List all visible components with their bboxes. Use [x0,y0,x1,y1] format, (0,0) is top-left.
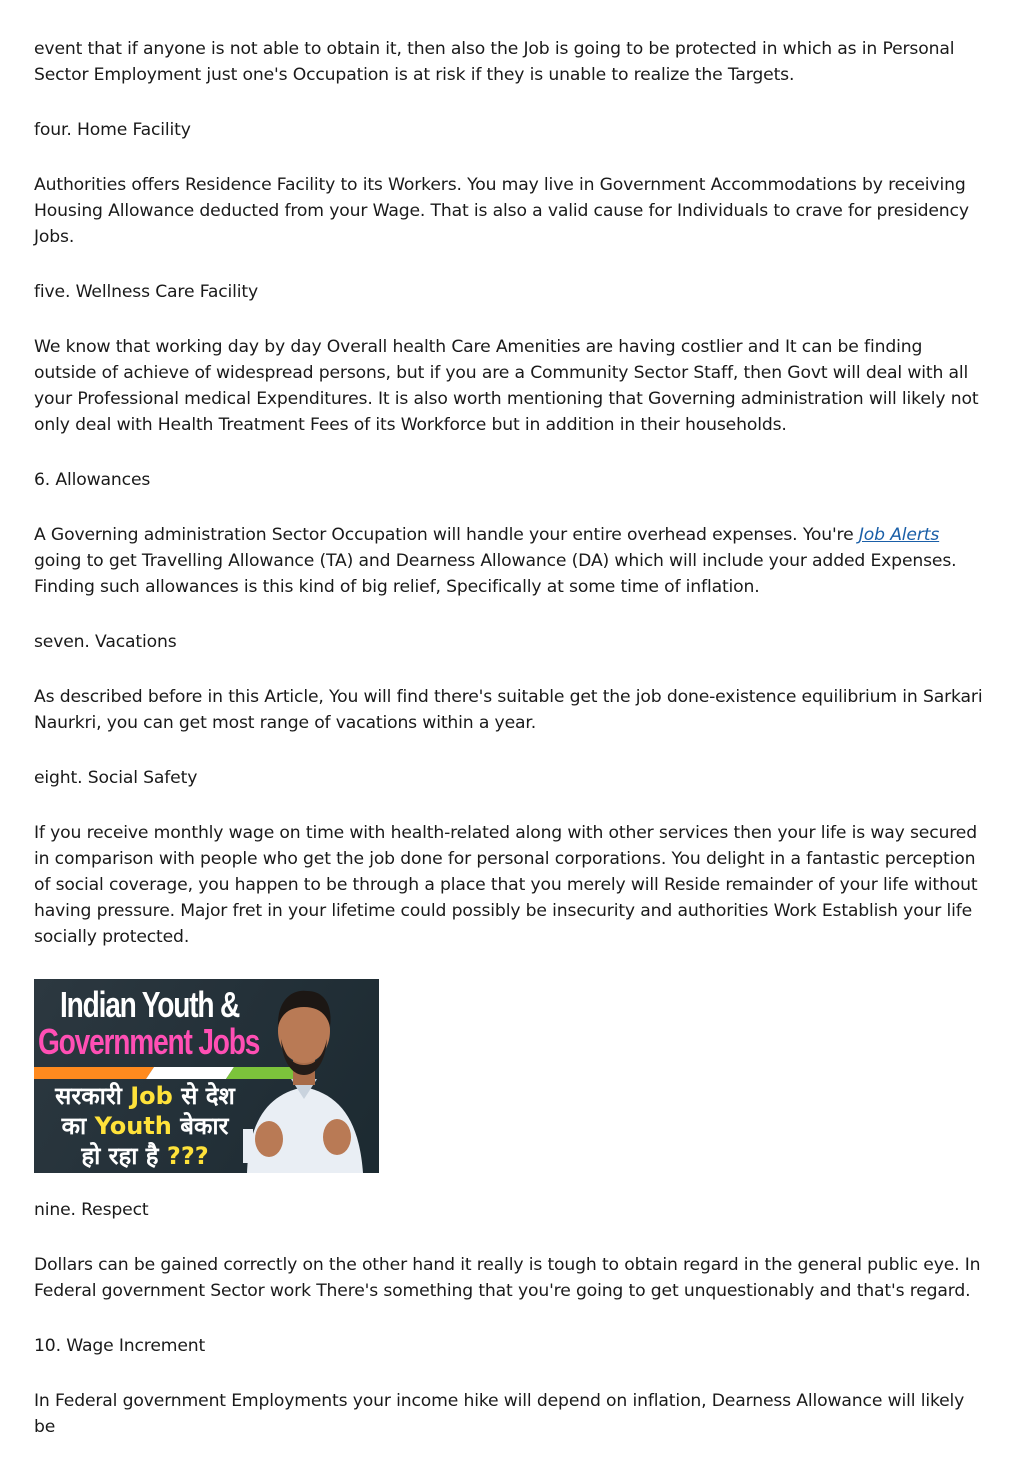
allowances-text-before: A Governing administration Sector Occupation will handle your entire overhead expenses. You're [34,525,859,545]
paragraph-wellness-care: We know that working day by day Overall health Care Amenities are having costlier and It can be finding outside of achieve of widespread persons, but if you are a Community Sector Staff, then Govt will deal with all your Professional medical Expenditures. It is also worth mentioning that Governing administration will likely not only deal with Health Treatment Fees of its Workforce but in addition in their households. [34,337,979,435]
paragraph-wage-increment: In Federal government Employments your income hike will depend on inflation, Dearness Allowance will likely be [34,1391,965,1437]
paragraph-allowances [34,522,984,600]
allowances-text-after: going to get Travelling Allowance (TA) and Dearness Allowance (DA) which will include your added Expenses. Finding such allowances is this kind of big relief, Specifically at some time of inflation. [34,551,957,597]
heading-social-safety: eight. Social Safety [34,768,198,788]
hindi-text-e: Youth [94,1112,172,1140]
hindi-text-a: सरकारी [55,1082,131,1110]
paragraph-social-safety: If you receive monthly wage on time with health-related along with other services then your life is way secured in comparison with people who get the job done for personal corporations. You delight in a fantastic perception of social coverage, you happen to be through a place that you merely will Reside remainder of your life without having pressure. Major fret in your lifetime could possibly be insecurity and authorities Work Establish your life socially protected. [34,823,978,947]
paragraph-vacations: As described before in this Article, You will find there's suitable get the job done-existence equilibrium in Sarkari Naurkri, you can get most range of vacations within a year. [34,687,983,733]
video-thumbnail-image [34,979,379,1173]
heading-respect: nine. Respect [34,1200,149,1220]
thumbnail-hindi-caption [40,1081,250,1171]
hindi-text-g: हो रहा है [81,1142,167,1170]
hindi-text-c: से देश [172,1082,235,1110]
paragraph-job-protection: event that if anyone is not able to obtain it, then also the Job is going to be protected in which as in Personal Sector Employment just one's Occupation is at risk if they is unable to realize the Targets. [34,39,955,85]
heading-wellness-care: five. Wellness Care Facility [34,282,259,302]
heading-vacations: seven. Vacations [34,632,177,652]
thumbnail-title-line2: Government Jobs [38,1021,260,1062]
job-alerts-link[interactable]: Job Alerts [858,525,940,545]
hindi-text-f: बेकार [171,1112,229,1140]
paragraph-home-facility: Authorities offers Residence Facility to its Workers. You may live in Government Accommodations by receiving Housing Allowance deducted from your Wage. That is also a valid cause for Individuals to crave for presidency Jobs. [34,175,969,247]
heading-allowances: 6. Allowances [34,470,151,490]
presenter-person-illustration [229,979,379,1173]
paragraph-respect: Dollars can be gained correctly on the other hand it really is tough to obtain regard in the general public eye. In Federal government Sector work There's something that you're going to get unquestionably and that's regard. [34,1255,981,1301]
heading-wage-increment: 10. Wage Increment [34,1336,206,1356]
heading-home-facility: four. Home Facility [34,120,191,140]
hindi-text-h: ??? [166,1142,209,1170]
hindi-text-d: का [61,1112,95,1140]
thumbnail-title-line1: Indian Youth & [60,984,240,1025]
hindi-text-b: Job [130,1082,173,1110]
document-page [34,36,984,1469]
